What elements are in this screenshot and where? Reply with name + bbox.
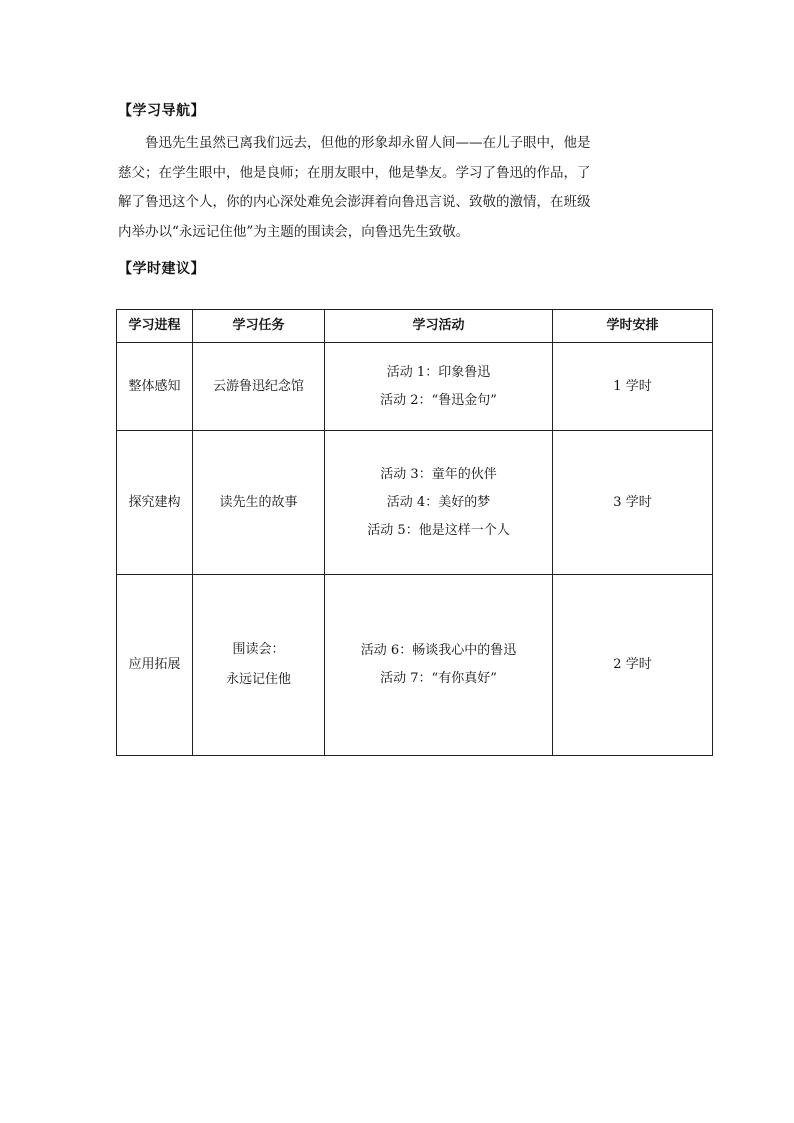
activity-item: 活动 7：“有你真好” <box>380 671 497 686</box>
activity-item: 活动 1：印象鲁迅 <box>386 364 491 380</box>
task-cell <box>193 431 325 575</box>
table-header-row <box>117 310 713 343</box>
activity-item: 活动 5：他是这样一个人 <box>367 522 510 538</box>
activity-item: 活动 6：畅谈我心中的鲁迅 <box>360 643 517 658</box>
paragraph-line: 解了鲁迅这个人，你的内心深处难免会澎湃着向鲁迅言说、致敬的激情，在班级 <box>118 194 591 210</box>
activity-item: 活动 2：“鲁迅金句” <box>380 392 497 408</box>
activity-item: 活动 4：美好的梦 <box>386 494 491 510</box>
section-heading-time-suggestion: 【学时建议】 <box>118 261 205 277</box>
header-hours: 学时安排 <box>553 310 713 343</box>
stage-cell: 应用拓展 <box>117 575 193 756</box>
table-row <box>117 431 713 575</box>
activity-cell <box>325 431 553 575</box>
section-heading-learning-guide: 【学习导航】 <box>118 103 205 119</box>
hours-cell: 1 学时 <box>553 343 713 431</box>
task-line: 云游鲁迅纪念馆 <box>212 378 304 394</box>
table-row <box>117 343 713 431</box>
stage-cell: 探究建构 <box>117 431 193 575</box>
header-stage: 学习进程 <box>117 310 193 343</box>
task-line: 永远记住他 <box>225 672 291 687</box>
paragraph-line: 内举办以“永远记住他”为主题的围读会，向鲁迅先生致敬。 <box>118 223 470 240</box>
header-task: 学习任务 <box>193 310 325 343</box>
activity-cell <box>325 575 553 756</box>
paragraph-line: 慈父；在学生眼中，他是良师；在朋友眼中，他是挚友。学习了鲁迅的作品，了 <box>118 164 591 181</box>
task-line: 围读会： <box>232 642 285 657</box>
task-cell <box>193 575 325 756</box>
activity-item: 活动 3：童年的伙伴 <box>380 466 497 482</box>
task-cell <box>193 343 325 431</box>
header-activity: 学习活动 <box>325 310 553 343</box>
paragraph-line: 鲁迅先生虽然已离我们远去，但他的形象却永留人间——在儿子眼中，他是 <box>145 135 591 151</box>
hours-cell: 3 学时 <box>553 431 713 575</box>
hours-cell: 2 学时 <box>553 575 713 756</box>
intro-paragraph <box>118 129 674 247</box>
activity-cell <box>325 343 553 431</box>
table-row <box>117 575 713 756</box>
study-schedule-table <box>116 309 713 756</box>
task-line: 读先生的故事 <box>219 494 298 510</box>
stage-cell: 整体感知 <box>117 343 193 431</box>
